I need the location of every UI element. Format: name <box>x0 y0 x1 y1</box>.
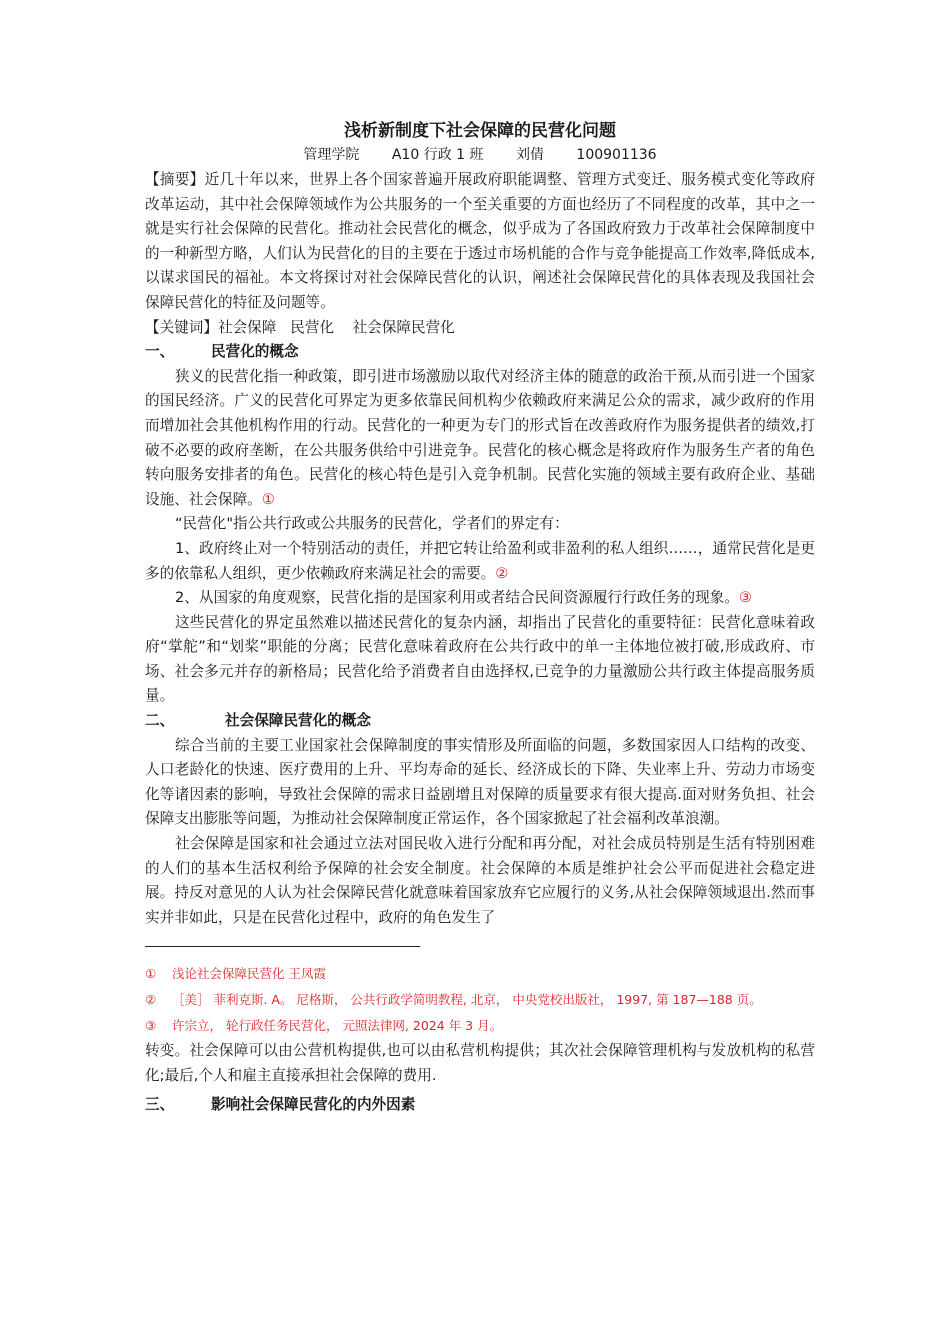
section-2-number: 二、 <box>145 712 175 730</box>
footnote-2-text: ［美］ 菲利克斯. A。 尼格斯， 公共行政学简明教程, 北京， 中央党校出版社， 1997, 第 187—188 页。 <box>172 992 762 1008</box>
footnote-3-mark: ③ <box>145 1018 157 1034</box>
footnote-1-mark: ① <box>145 966 157 982</box>
footnotes <box>145 961 815 1039</box>
footnote-ref-3[interactable]: ③ <box>738 589 752 607</box>
section-2-title: 社会保障民营化的概念 <box>225 712 371 730</box>
section-2-paragraph-2: 社会保障是国家和社会通过立法对国民收入进行分配和再分配，对社会成员特别是生活有特别困难的人们的基本生活权利给予保障的社会安全制度。社会保障的本质是维护社会公平而促进社会稳定进展。持反对意见的人认为社会保障民营化就意味着国家放弃它应履行的义务,从社会保障领域退出.然而事实并非如此，只是在民营化过程中，政府的角色发生了 <box>145 835 815 926</box>
byline-student-id: 100901136 <box>576 147 657 163</box>
abstract-paragraph: 【摘要】近几十年以来，世界上各个国家普遍开展政府职能调整、管理方式变迁、服务模式变化等政府改革运动，其中社会保障领域作为公共服务的一个至关重要的方面也经历了不同程度的改革，其中之一就是实行社会保障的民营化。推动社会民营化的概念，似乎成为了各国政府致力于改革社会保障制度中的一种新型方略，人们认为民营化的目的主要在于透过市场机能的合作与竞争能提高工作效率,降低成本,以谋求国民的福祉。本文将探讨对社会保障民营化的认识，阐述社会保障民营化的具体表现及我国社会保障民营化的特征及问题等。 <box>145 171 815 311</box>
byline-school: 管理学院 <box>303 147 360 163</box>
page-title: 浅析新制度下社会保障的民营化问题 <box>344 121 616 141</box>
footnote-1-text: 浅论社会保障民营化 王凤霞 <box>172 966 326 982</box>
footnote-divider <box>145 946 420 947</box>
byline-author: 刘倩 <box>515 147 544 163</box>
footnote-1 <box>145 961 815 987</box>
section-1-paragraph-4: 2、从国家的角度观察，民营化指的是国家利用或者结合民间资源履行行政任务的现象。③ <box>175 589 752 607</box>
section-1-paragraph-2: “民营化"指公共行政或公共服务的民营化，学者们的界定有： <box>175 515 569 533</box>
footnote-2-mark: ② <box>145 992 157 1008</box>
section-2-paragraph-1: 综合当前的主要工业国家社会保障制度的事实情形及所面临的问题，多数国家因人口结构的改变、人口老龄化的快速、医疗费用的上升、平均寿命的延长、经济成长的下降、失业率上升、劳动力市场变化等诸因素的影响，导致社会保障的需求日益剧增且对保障的质量要求有很大提高.面对财务负担、社会保障支出膨胀等问题，为推动社会保障制度正常运作，各个国家掀起了社会福利改革浪潮。 <box>145 736 815 828</box>
section-1-paragraph-1: 狭义的民营化指一种政策，即引进市场激励以取代对经济主体的随意的政治干预,从而引进一个国家的国民经济。广义的民营化可界定为更多依靠民间机构少依赖政府来满足公众的需求，减少政府的作用而增加社会其他机构作用的行动。民营化的一种更为专门的形式旨在改善政府作为服务提供者的绩效,打破不必要的政府垄断，在公共服务供给中引进竞争。民营化的核心概念是将政府作为服务生产者的角色转向服务安排者的角色。民营化的核心特色是引入竞争机制。民营化实施的领域主要有政府企业、基础设施、社会保障。① <box>145 367 815 508</box>
continuation-paragraph: 转变。社会保障可以由公营机构提供,也可以由私营机构提供；其次社会保障管理机构与发放机构的私营化;最后,个人和雇主直接承担社会保障的费用. <box>145 1042 815 1084</box>
footnote-2 <box>145 987 815 1013</box>
section-1-heading <box>145 340 815 365</box>
keywords-line: 【关键词】社会保障 民营化 社会保障民营化 <box>145 318 455 336</box>
section-3-title: 影响社会保障民营化的内外因素 <box>211 1095 416 1113</box>
byline-class: A10 行政 1 班 <box>391 147 484 163</box>
footnote-ref-1[interactable]: ① <box>261 490 275 508</box>
section-1-paragraph-5: 这些民营化的界定虽然难以描述民营化的复杂内涵，却指出了民营化的重要特征：民营化意味着政府“掌舵”和“划桨”职能的分离；民营化意味着政府在公共行政中的单一主体地位被打破,形成政府、市场、社会多元并存的新格局；民营化给予消费者自由选择权,已竞争的力量激励公共行政主体提高服务质量。 <box>145 613 815 705</box>
byline <box>145 144 815 166</box>
document-page <box>145 118 815 1117</box>
section-1-title: 民营化的概念 <box>211 343 299 361</box>
footnote-3 <box>145 1013 815 1039</box>
section-3-heading <box>145 1093 815 1118</box>
section-2-heading <box>145 709 815 734</box>
section-1-paragraph-3: 1、政府终止对一个特别活动的责任，并把它转让给盈利或非盈利的私人组织……，通常民营化是更多的依靠私人组织，更少依赖政府来满足社会的需要。② <box>145 539 815 582</box>
footnote-ref-2[interactable]: ② <box>495 564 509 582</box>
footnote-3-text: 许宗立， 轮行政任务民营化， 元照法律网, 2024 年 3 月。 <box>172 1018 503 1034</box>
section-1-number: 一、 <box>145 343 175 361</box>
section-3-number: 三、 <box>145 1095 175 1113</box>
